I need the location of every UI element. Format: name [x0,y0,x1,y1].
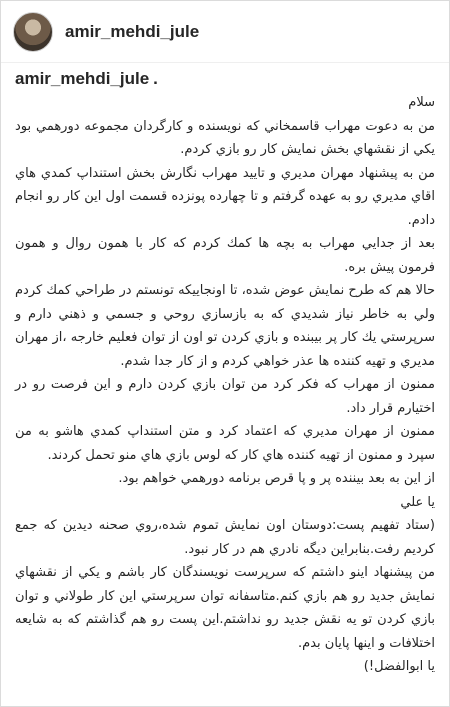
caption-paragraph: ممنون از مهراب كه فكر كرد من توان بازي كردن دارم و اين فرصت رو در اختيارم قرار داد. [15,377,435,416]
caption-paragraph: از اين به بعد بيننده پر و پا قرص برنامه دورهمي خواهم بود. [118,471,435,486]
caption-paragraph: يا علي [400,494,435,510]
caption-paragraph: من به دعوت مهراب قاسمخاني كه نويسنده و كارگردان مجموعه دورهمي بود يكي از نقشهاي بخش نمايش كار رو بازي كردم. [15,118,435,157]
caption-username[interactable]: amir_mehdi_jule [15,69,150,88]
caption-paragraph: من به پيشنهاد مهران مديري و تاييد مهراب نگارش بخش استنداپ كمدي هاي اقاي مديري رو به عهده گرفتم و تا چهارده پونزده قسمت اول اين كار رو انجام دادم. [15,165,435,228]
caption-paragraph: سلام [408,95,435,110]
caption-paragraph: (ستاد تفهيم پست:دوستان اون نمايش تموم شده،روي صحنه ديدين كه جمع كرديم رفت.بنابراين ديگه نادري هم در كار نبود. [15,518,435,557]
caption-separator: . [153,69,158,88]
caption-paragraph: من پيشنهاد اينو داشتم كه سرپرست نويسندگان كار باشم و يكي از نقشهاي نمايش جديد رو هم بازي كنم.متاسفانه توان سرپرستي اين كار طولاني و توان بازي كردن تو يه نقش جديد رو نداشتم.اين پست رو هم گذاشتم كه به شايعه اختلافات و اينها پايان بدم. [15,565,435,651]
caption-paragraph: ممنون از مهران مديري كه اعتماد كرد و متن استنداپ كمدي هاشو به من سپرد و ممنون از تهيه كننده هاي كار كه لوس بازي هاي منو تحمل كردند. [15,424,435,463]
header-username[interactable]: amir_mehdi_jule [65,21,200,41]
caption-paragraph: حالا هم كه طرح نمايش عوض شده، تا اونجاييكه تونستم در طراحي كمك كردم ولي به خاطر نياز شديدي كه به بازسازي روحي و جسمي و ذهني دارم و سرپرستي يك كار پر بيبنده و بازي كردن تو اون از توان فعليم خارجه ،از مهران مديري و تهيه كننده ها عذر خواهي كردم و از كار جدا شدم. [15,283,435,369]
avatar[interactable] [13,12,53,52]
post-header [1,1,449,63]
caption-author [1,63,449,89]
caption-paragraph: يا ابوالفضل!) [363,659,435,674]
caption-text [1,89,449,679]
caption-paragraph: بعد از جدايي مهراب به بچه ها كمك كردم كه كار با همون روال و همون فرمون پيش بره. [15,236,435,275]
